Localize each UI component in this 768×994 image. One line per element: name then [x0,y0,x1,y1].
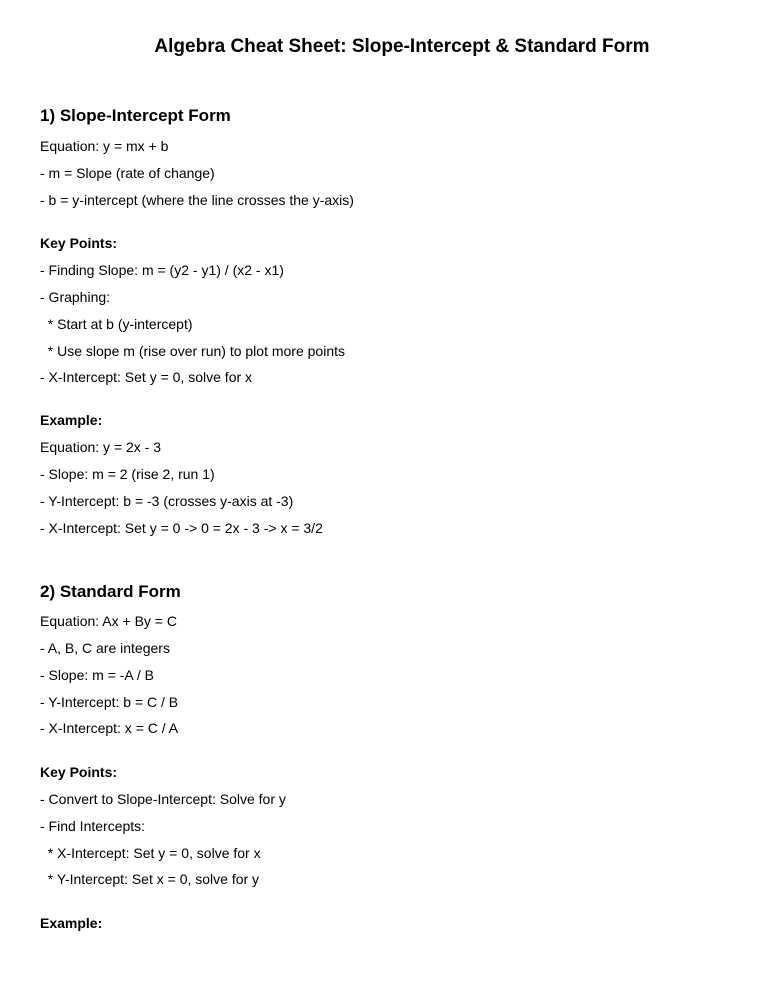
section-1-example-line: - Slope: m = 2 (rise 2, run 1) [40,466,215,482]
section-1-key-point: - X-Intercept: Set y = 0, solve for x [40,369,253,385]
section-2-key-point: * X-Intercept: Set y = 0, solve for x [40,845,261,861]
page-title: Algebra Cheat Sheet: Slope-Intercept & Standard Form [154,36,650,57]
section-2-line: - A, B, C are integers [40,640,170,656]
section-1-key-point: - Graphing: [40,289,111,305]
section-1-line: - m = Slope (rate of change) [40,165,215,181]
section-1-key-points-heading: Key Points: [40,235,118,251]
section-2-line: - Y-Intercept: b = C / B [40,694,179,710]
section-1-example-line: - Y-Intercept: b = -3 (crosses y-axis at -3) [40,493,294,509]
section-1-example-line: Equation: y = 2x - 3 [40,439,162,455]
section-2-heading: 2) Standard Form [40,582,181,601]
section-1-example-line: - X-Intercept: Set y = 0 -> 0 = 2x - 3 -> x = 3/2 [40,520,323,536]
section-1-key-point: * Use slope m (rise over run) to plot more points [40,343,346,359]
section-1-line: Equation: y = mx + b [40,138,169,154]
section-2-key-point: - Find Intercepts: [40,818,146,834]
section-1-key-point: * Start at b (y-intercept) [40,316,193,332]
section-2-line: - X-Intercept: x = C / A [40,720,179,736]
section-1-heading: 1) Slope-Intercept Form [40,106,231,125]
section-1-line: - b = y-intercept (where the line crosses the y-axis) [40,192,354,208]
section-2-line: Equation: Ax + By = C [40,613,177,629]
section-2-key-points-heading: Key Points: [40,764,118,780]
section-2-key-point: * Y-Intercept: Set x = 0, solve for y [40,871,260,887]
section-2-key-point: - Convert to Slope-Intercept: Solve for y [40,791,286,807]
section-2-example-heading: Example: [40,915,103,931]
section-1-key-point: - Finding Slope: m = (y2 - y1) / (x2 - x1) [40,262,284,278]
section-1-example-heading: Example: [40,412,103,428]
section-2-line: - Slope: m = -A / B [40,667,154,683]
